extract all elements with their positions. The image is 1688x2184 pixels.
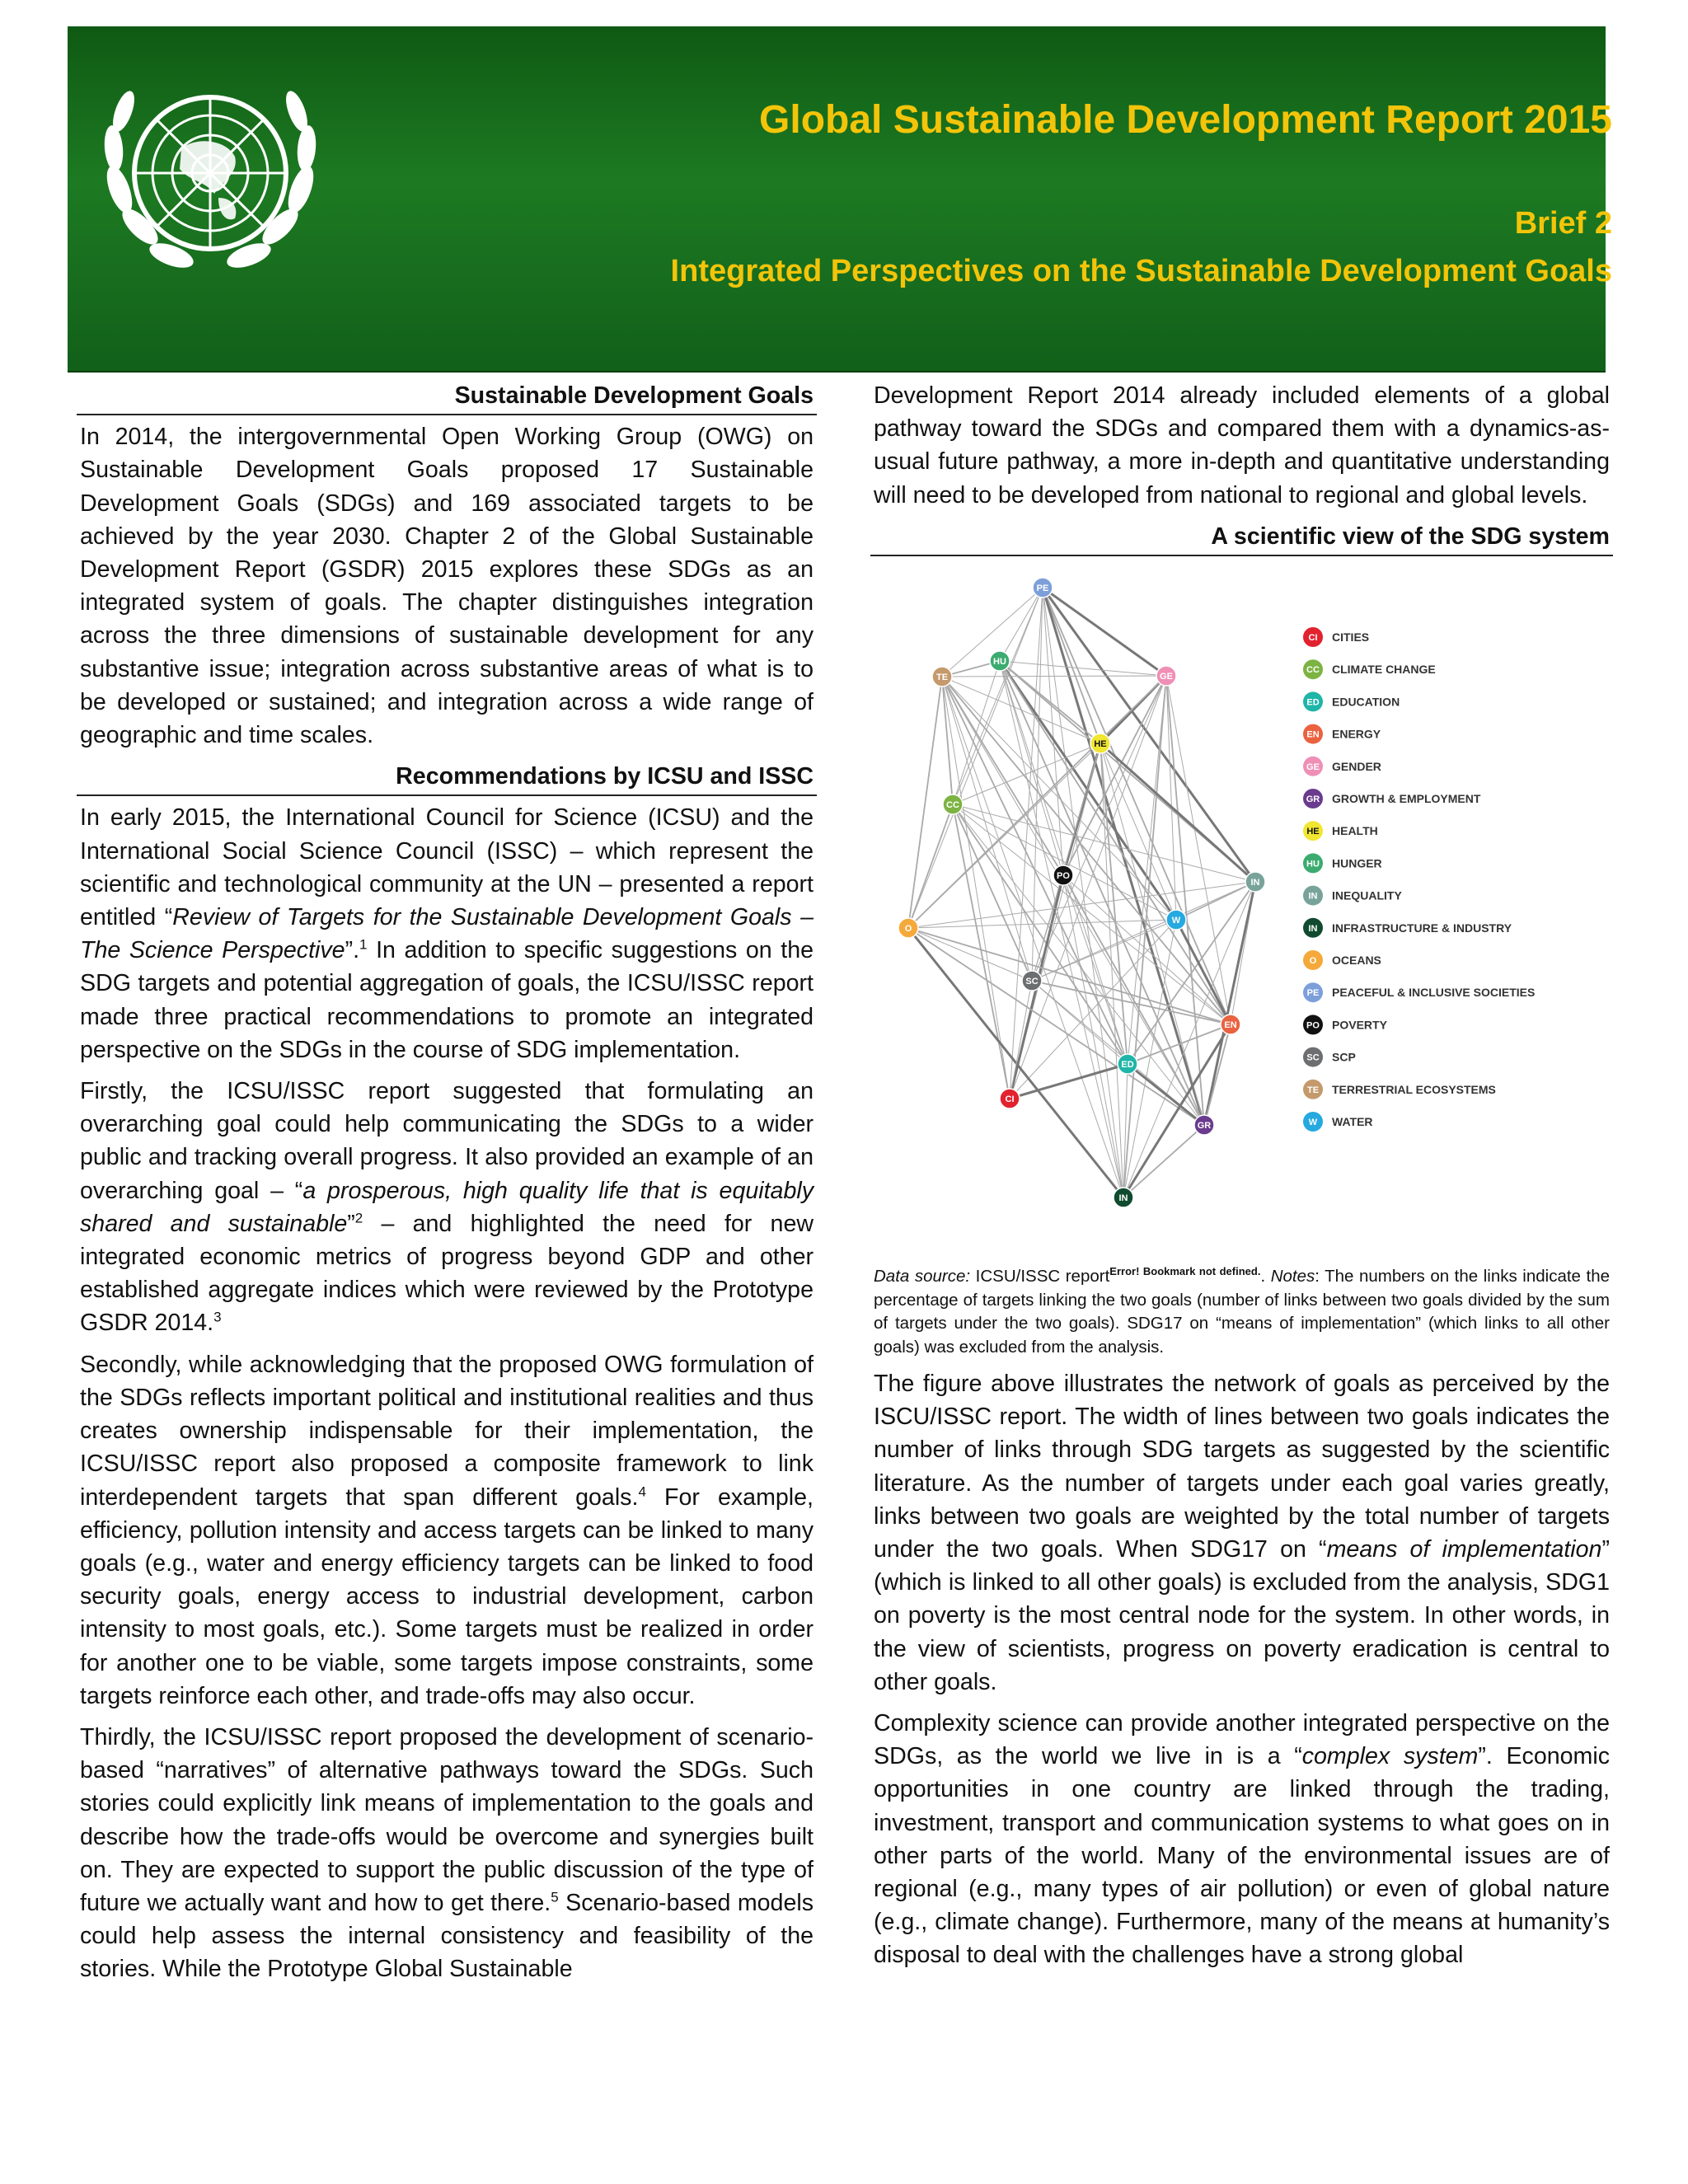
network-legend [1303, 627, 1535, 1132]
network-link [942, 677, 1010, 1099]
paragraph-sdgs: In 2014, the intergovernmental Open Working Group (OWG) on Sustainable Development Goals proposed 17 Sustainable Development Goals (SDGs) and 169 associated targets to be achieved by the year 2030. Chapter 2 of the Global Sustainable Development Report (GSDR) 2015 explores these SDGs as an integrated system of goals. The chapter distinguishes integration across the three dimensions of sustainable development for any substantive issue; integration across substantive areas of what is to be developed or sustained; and integration across a wide range of geographic and time scales. [80, 424, 814, 749]
legend-code: W [1308, 1118, 1318, 1128]
text-run: In addition to specific suggestions on the SDG targets and potential aggregation of goals, the ICSU/ISSC report made three practical recommendations to promote an integrated perspective on the SDGs in the course of SDG implementation. [80, 937, 814, 1063]
node-label: CI [1005, 1094, 1015, 1105]
node-label: GE [1160, 672, 1173, 682]
footnote-ref: 3 [213, 1309, 222, 1325]
network-node-ge [1156, 666, 1176, 686]
legend-label: GROWTH & EMPLOYMENT [1332, 792, 1481, 806]
legend-code: EN [1306, 729, 1320, 740]
network-node-hu [990, 651, 1010, 671]
legend-label: INEQUALITY [1332, 888, 1402, 902]
network-node-gr [1194, 1115, 1214, 1135]
node-label: IN [1118, 1193, 1128, 1204]
text-run: Complexity science can provide another integrated perspective on the SDGs, as the world we live in is a “ [874, 1710, 1610, 1770]
network-node-w [1166, 910, 1186, 930]
network-link [1166, 676, 1176, 920]
node-label: GR [1197, 1121, 1212, 1132]
network-node-in [1114, 1188, 1133, 1207]
network-link [1000, 661, 1063, 875]
legend-label: INFRASTRUCTURE & INDUSTRY [1332, 921, 1512, 935]
legend-label: HUNGER [1332, 856, 1382, 870]
footnote-ref: 5 [551, 1889, 559, 1905]
legend-code: GR [1306, 794, 1320, 805]
network-node-cc [943, 794, 963, 814]
legend-code: ED [1306, 697, 1320, 708]
node-label: SC [1025, 977, 1039, 987]
section-heading-scientific-view: A scientific view of the SDG system [870, 520, 1613, 556]
network-link [1000, 661, 1128, 1064]
paragraph-complexity [874, 1707, 1610, 1972]
right-column [874, 379, 1610, 1980]
node-label: PO [1057, 871, 1070, 882]
text-run: ” (which is linked to all other goals) is excluded from the analysis, SDG1 on poverty is the most central node for the system. In other words, in the view of scientists, progress on poverty eradication is central to other goals. [874, 1536, 1610, 1695]
network-link [908, 928, 1123, 1197]
node-label: HU [993, 657, 1006, 668]
figure-note [874, 1265, 1610, 1359]
network-link [908, 804, 953, 928]
network-links [908, 588, 1255, 1197]
footnote-ref: 2 [354, 1210, 363, 1226]
text-run: The figure above illustrates the network of goals as perceived by the ISCU/ISSC report. The width of lines between two goals indicates the number of links through SDG targets as suggested by the scientific literature. As the number of targets under each goal varies greatly, links between two goals are weighted by the total number of targets under the two goals. When SDG17 on “ [874, 1371, 1610, 1563]
network-node-te [932, 667, 952, 687]
network-node-pe [1033, 578, 1053, 598]
section-heading-sdgs: Sustainable Development Goals [77, 379, 817, 415]
legend-code: HE [1306, 827, 1320, 837]
bookmark-error: Error! Bookmark not defined. [1109, 1265, 1261, 1278]
legend-label: POVERTY [1332, 1018, 1387, 1032]
text-run: In early 2015, the International Council for Science (ICSU) and the International Social Science Council (ISSC) – which represent the scientific and technological community at the UN – presented a report entitled “ [80, 804, 814, 931]
legend-label: HEALTH [1332, 824, 1378, 838]
legend-code: GE [1306, 762, 1320, 772]
italic-term: means of implementation [1326, 1536, 1602, 1563]
paragraph-thirdly [80, 1721, 814, 1986]
node-label: TE [935, 673, 949, 683]
legend-label: CITIES [1332, 630, 1370, 644]
footnote-ref: 4 [638, 1483, 646, 1499]
legend-label: WATER [1332, 1115, 1373, 1129]
node-label: HE [1094, 739, 1107, 750]
network-link [942, 676, 1166, 677]
network-link [953, 804, 1128, 1064]
network-node-o [898, 918, 918, 938]
text-run: . [1260, 1267, 1271, 1286]
text-run: : The numbers on the links indicate the percentage of targets linking the two goals (number of links between two goals divided by the sum of targets under the two goals). SDG17 on “means of implementation” (which links to all other goals) was excluded from the analysis. [874, 1267, 1610, 1357]
network-link [908, 920, 1176, 928]
legend-code: HU [1306, 859, 1320, 869]
network-link [1032, 588, 1043, 981]
legend-label: SCP [1332, 1050, 1356, 1064]
network-link [1176, 920, 1231, 1024]
legend-code: PE [1306, 988, 1320, 999]
network-node-sc [1022, 971, 1042, 991]
node-label: ED [1121, 1060, 1134, 1071]
network-link [1123, 676, 1166, 1197]
italic-term: complex system [1301, 1743, 1479, 1770]
network-node-ci [1000, 1089, 1020, 1108]
notes-label: Notes [1270, 1267, 1315, 1286]
node-label: PE [1036, 583, 1049, 594]
network-link [1128, 1024, 1231, 1064]
network-link [1166, 676, 1204, 1125]
paragraph-secondly [80, 1348, 814, 1713]
legend-label: CLIMATE CHANGE [1332, 663, 1436, 677]
network-link [1100, 743, 1176, 920]
paragraph-figure-explanation [874, 1367, 1610, 1699]
legend-label: TERRESTRIAL ECOSYSTEMS [1332, 1082, 1496, 1096]
network-node-in [1245, 872, 1265, 892]
data-source-label: Data source: [874, 1267, 971, 1286]
paragraph-continued: Development Report 2014 already included elements of a global pathway toward the SDGs and compared them with a dynamics-as-usual future pathway, a more in-depth and quantitative understanding will need to be developed from national to regional and global levels. [874, 382, 1610, 509]
node-label: IN [1250, 878, 1260, 888]
network-link [1032, 981, 1231, 1024]
node-label: CC [946, 800, 959, 811]
report-title-italic: Review of Targets for the Sustainable Development Goals – The Science Perspective [80, 904, 814, 964]
legend-code: CI [1308, 633, 1318, 644]
section-heading-recommendations: Recommendations by ICSU and ISSC [77, 760, 817, 796]
legend-code: SC [1306, 1052, 1320, 1063]
paragraph-icsu-report [80, 801, 814, 1066]
network-link [953, 804, 1204, 1125]
text-run: ICSU/ISSC report [970, 1267, 1110, 1286]
sdg-network-diagram [874, 565, 1610, 1265]
brief-subtitle: Integrated Perspectives on the Sustainable Development Goals [670, 254, 1612, 288]
text-run: – and highlighted the need for new integrated economic metrics of progress beyond GDP and other established aggregate indices which were reviewed by the Prototype GSDR 2014. [80, 1210, 814, 1337]
node-label: W [1171, 916, 1181, 926]
legend-label: ENERGY [1332, 727, 1381, 741]
network-link [942, 677, 1204, 1125]
network-link [953, 804, 1032, 981]
network-link [1204, 1024, 1231, 1125]
text-run: Thirdly, the ICSU/ISSC report proposed the development of scenario-based “narratives” of alternative pathways toward the SDGs. Such stories could explicitly link means of implementation to the goals and describe how the trade-offs would be overcome and synergies built on. They are expected to support the public discussion of the type of future we actually want and how to get there. [80, 1723, 814, 1916]
paragraph-firstly [80, 1075, 814, 1340]
node-label: EN [1224, 1020, 1237, 1031]
legend-code: O [1309, 956, 1317, 967]
sdg-network-figure [874, 565, 1610, 1265]
left-column [80, 379, 814, 1994]
brief-number: Brief 2 [1514, 206, 1612, 241]
quote-italic: a prosperous, high quality life that is equitably shared and sustainable [80, 1177, 814, 1237]
legend-label: PEACEFUL & INCLUSIVE SOCIETIES [1332, 986, 1536, 1000]
text-run: ”. Economic opportunities in one country are linked through the trading, investment, transport and communication systems to what goes on in other parts of the world. Many of the environmental issues are of regional (e.g., many types of air pollution) or even of global nature (e.g., climate change). Furthermore, many of the means at humanity’s disposal to deal with the challenges have a strong global [874, 1743, 1610, 1969]
un-emblem-logo [82, 58, 338, 297]
legend-code: IN [1308, 891, 1318, 902]
report-title: Global Sustainable Development Report 2015 [759, 98, 1612, 142]
network-link [1000, 588, 1043, 661]
network-link [953, 804, 1010, 1099]
legend-code: TE [1306, 1085, 1320, 1095]
text-run: ”. [345, 937, 360, 964]
text-run: Firstly, the ICSU/ISSC report suggested that formulating an overarching goal could help communicating the SDGs to a wider public and tracking overall progress. It also provided an example of an overarching goal – “ [80, 1078, 814, 1204]
text-run: Secondly, while acknowledging that the proposed OWG formulation of the SDGs reflects important political and institutional realities and thus creates ownership indispensable for their implementation, the ICSU/ISSC report also proposed a composite framework to link interdependent targets that span different goals. [80, 1351, 814, 1511]
network-link [908, 928, 1032, 981]
network-node-he [1090, 733, 1110, 753]
network-node-po [1053, 865, 1073, 885]
legend-code: CC [1306, 665, 1320, 676]
network-link [908, 677, 942, 928]
legend-code: IN [1308, 923, 1318, 934]
network-node-ed [1118, 1054, 1137, 1074]
text-run: Scenario-based models could help assess the internal consistency and feasibility of the stories. While the Prototype Global Sustainable [80, 1889, 814, 1983]
legend-label: OCEANS [1332, 954, 1381, 968]
network-node-en [1221, 1015, 1240, 1034]
text-run: For example, efficiency, pollution intensity and access targets can be linked to many goals (e.g., water and energy efficiency targets can be linked to food security goals, energy access to industrial development, carbon intensity to most goals, etc.). Some targets must be realized in order for another one to be viable, some targets impose constraints, some targets reinforce each other, and trade-offs may also occur. [80, 1483, 814, 1709]
node-label: O [904, 924, 912, 935]
legend-code: PO [1306, 1020, 1320, 1031]
network-link [1010, 920, 1176, 1099]
text-run: ” [347, 1210, 355, 1237]
legend-label: EDUCATION [1332, 695, 1400, 709]
legend-label: GENDER [1332, 759, 1381, 773]
footnote-ref: 1 [359, 936, 368, 953]
network-link [1000, 661, 1166, 676]
